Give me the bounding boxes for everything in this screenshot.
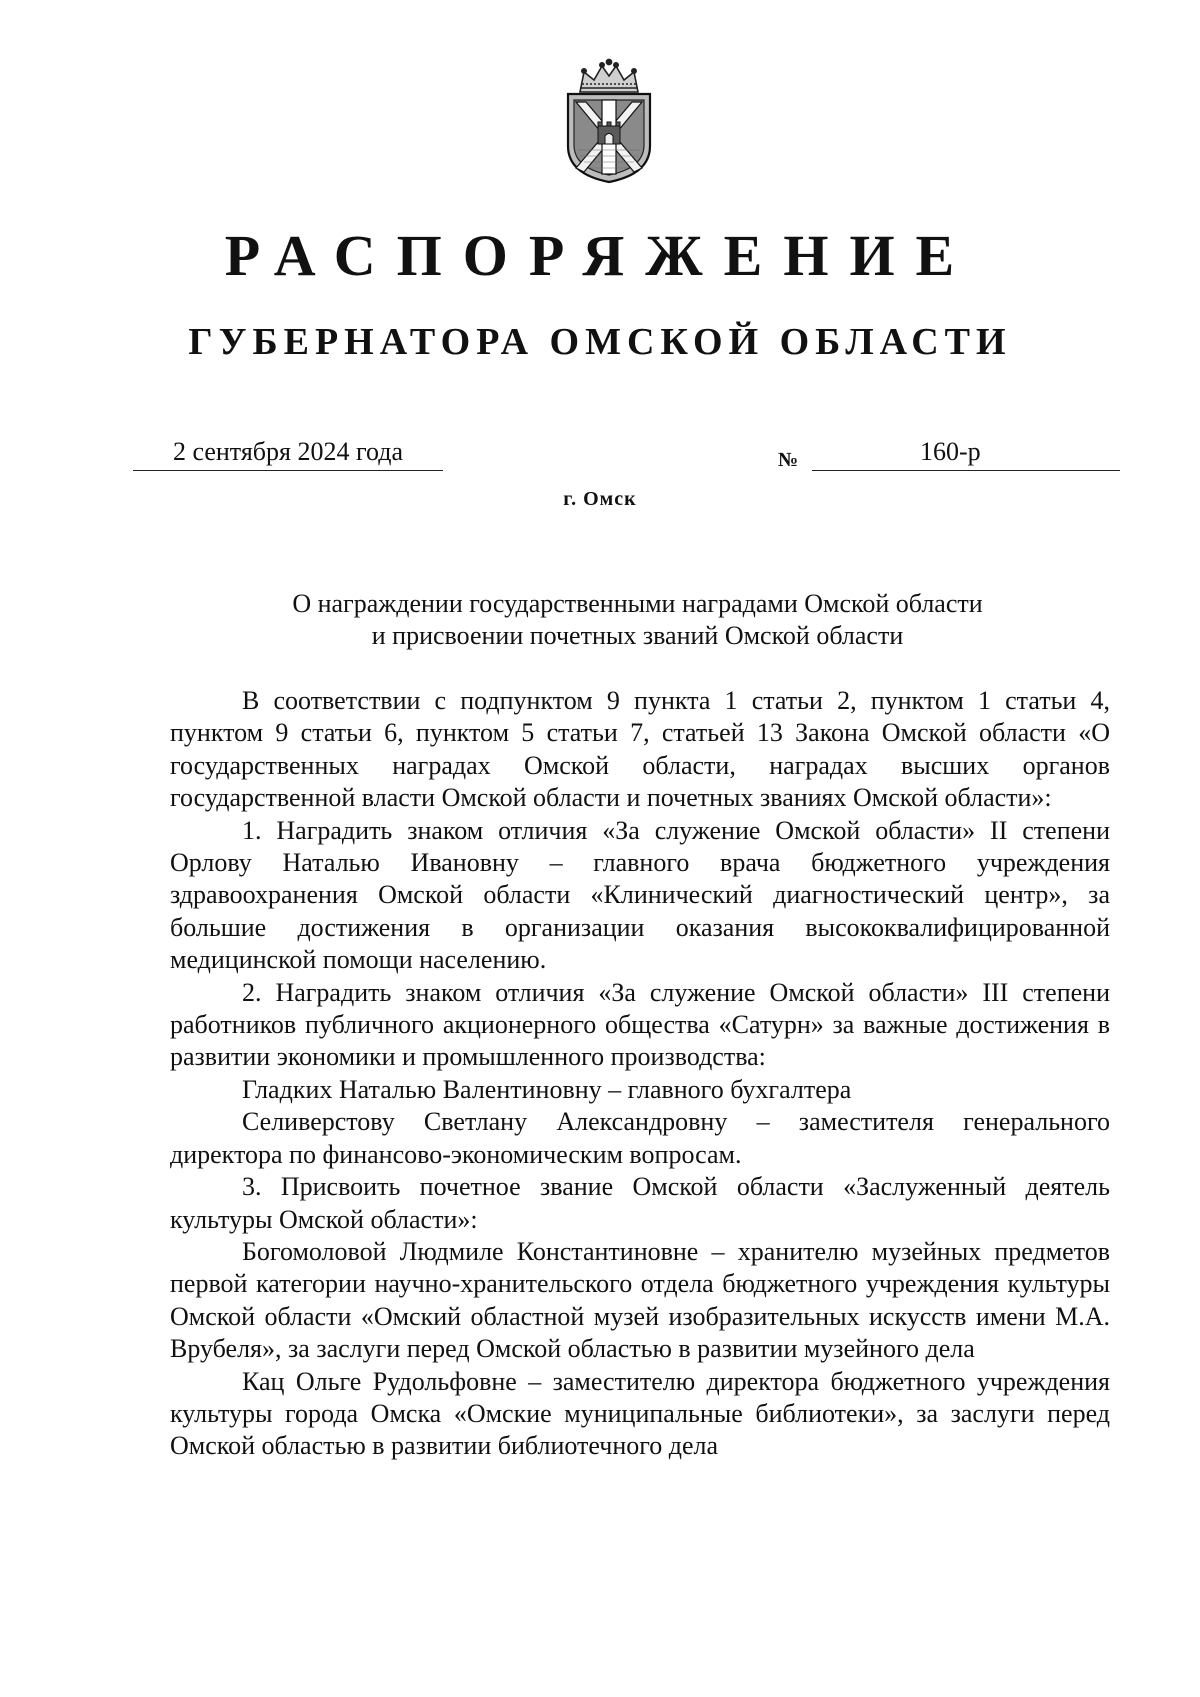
document-number: 160-р [920,437,981,466]
subject-line-1: О награждении государственными наградами Омской области [292,589,983,618]
paragraph-item-3: 3. Присвоить почетное звание Омской области «Заслуженный деятель культуры Омской области»: [170,1172,1110,1234]
paragraph-awardee-2: Селиверстову Светлану Александровну – заместителя генерального директора по финансово-экономическим вопросам. [170,1107,1110,1169]
document-city: г. Омск [563,488,637,510]
document-type-heading: РАСПОРЯЖЕНИЕ [224,223,976,288]
paragraph-item-1: 1. Наградить знаком отличия «За служение Омской области» II степени Орлову Наталью Ивановну – главного врача бюджетного учреждения здравоохранения Омской области «Клинический диагностический центр», за большие достижения в организации оказания высококвалифицированной медицинской помощи населению. [170,815,1110,975]
paragraph-awardee-4: Кац Ольге Рудольфовне – заместителю директора бюджетного учреждения культуры города Омска «Омские муниципальные библиотеки», за заслуги перед Омской областью в развитии библиотечного дела [170,1366,1110,1461]
document-subject [170,588,1105,652]
omsk-coat-of-arms-icon [558,58,660,186]
paragraph-awardee-1: Гладких Наталью Валентиновну – главного бухгалтера [242,1074,852,1104]
number-sign-label: № [778,449,799,471]
paragraph-awardee-3: Богомоловой Людмиле Константиновне – хранителю музейных предметов первой категории научно-хранительского отдела бюджетного учреждения культуры Омской области «Омский областной музей изобразительных искусств имени М.А. Врубеля», за заслуги перед Омской областью в развитии музейного дела [170,1236,1110,1364]
document-date: 2 сентября 2024 года [133,436,443,471]
subject-line-2: и присвоении почетных званий Омской области [371,621,904,650]
paragraph-preamble: В соответствии с подпунктом 9 пункта 1 статьи 2, пунктом 1 статьи 4, пунктом 9 статьи 6, пунктом 5 статьи 7, статьей 13 Закона Омской области «О государственных наградах Омской области, наградах высших органов государственной власти Омской области и почетных званиях Омской области»: [170,686,1110,813]
document-body [170,685,1110,1463]
issuing-authority-heading: ГУБЕРНАТОРА ОМСКОЙ ОБЛАСТИ [188,321,1012,363]
paragraph-item-2: 2. Наградить знаком отличия «За служение Омской области» III степени работников публичного акционерного общества «Сатурн» за важные достижения в развитии экономики и промышленного производства: [170,977,1110,1072]
document-number-field [812,436,1120,471]
